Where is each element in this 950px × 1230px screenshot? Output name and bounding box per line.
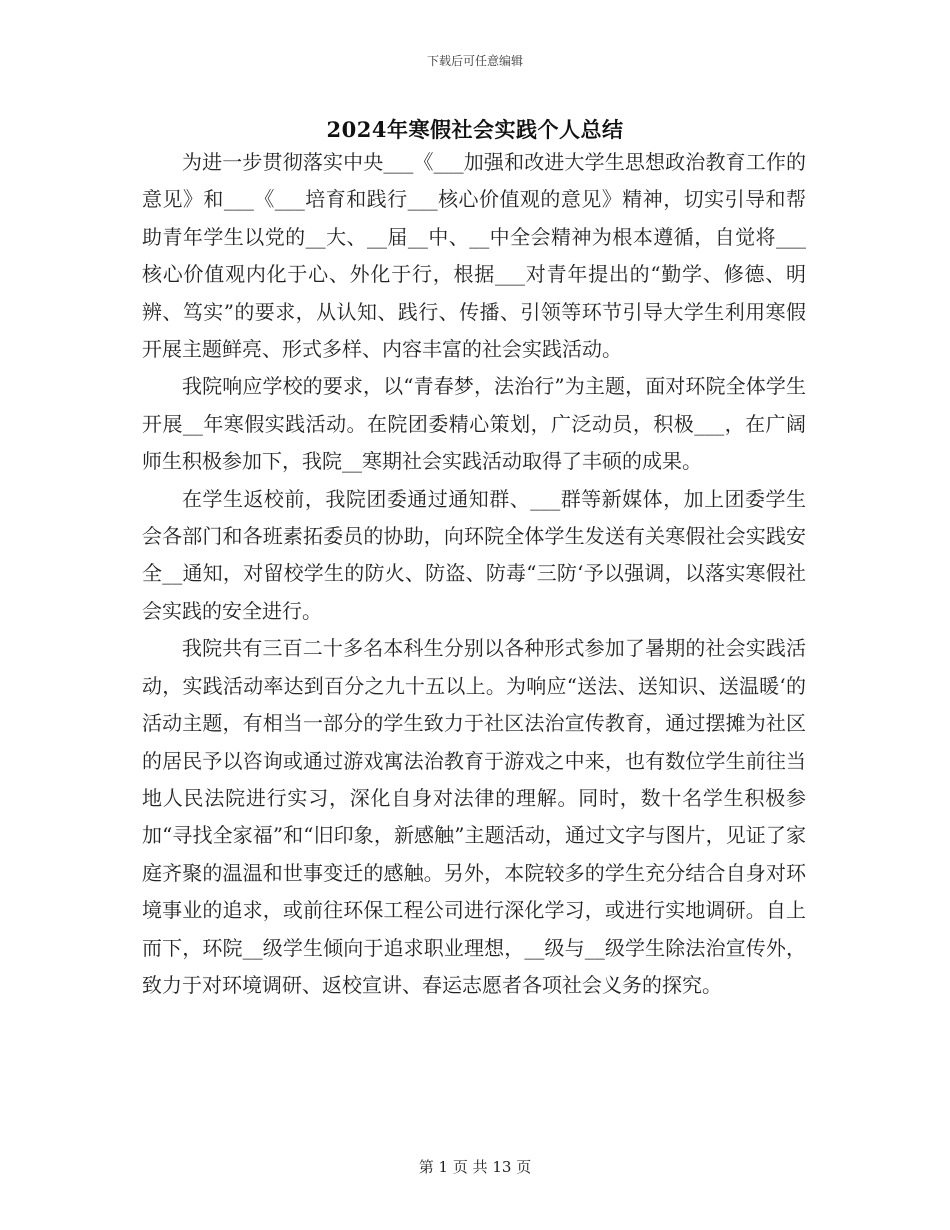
paragraph: 为进一步贯彻落实中央___《___加强和改进大学生思想政治教育工作的意见》和___《___培育和践行___核心价值观的意见》精神，切实引导和帮助青年学生以党的__大、__届__中、__中全会精神为根本遵循，自觉将___核心价值观内化于心、外化于行，根据___对青年提出的“勤学、修德、明辨、笃实”的要求，从认知、践行、传播、引领等环节引导大学生利用寒假开展主题鲜亮、形式多样、内容丰富的社会实践活动。 xyxy=(142,150,806,362)
paragraph: 在学生返校前，我院团委通过通知群、___群等新媒体，加上团委学生会各部门和各班素拓委员的协助，向环院全体学生发送有关寒假社会实践安全__通知，对留校学生的防火、防盗、防毒“三防‘予以强调，以落实寒假社会实践的安全进行。 xyxy=(142,486,806,623)
paragraph: 我院响应学校的要求，以“青春梦，法治行”为主题，面对环院全体学生开展__年寒假实践活动。在院团委精心策划，广泛动员，积极___，在广阔师生积极参加下，我院__寒期社会实践活动取得了丰硕的成果。 xyxy=(142,374,806,474)
paragraph: 我院共有三百二十多名本科生分别以各种形式参加了暑期的社会实践活动，实践活动率达到百分之九十五以上。为响应“送法、送知识、送温暖‘的活动主题，有相当一部分的学生致力于社区法治宣传教育，通过摆摊为社区的居民予以咨询或通过游戏寓法治教育于游戏之中来，也有数位学生前往当地人民法院进行实习，深化自身对法律的理解。同时，数十名学生积极参加“寻找全家福”和“旧印象，新感触”主题活动，通过文字与图片，见证了家庭齐聚的温温和世事变迁的感触。另外，本院较多的学生充分结合自身对环境事业的追求，或前往环保工程公司进行深化学习，或进行实地调研。自上而下，环院__级学生倾向于追求职业理想，__级与__级学生除法治宣传外，致力于对环境调研、返校宣讲、春运志愿者各项社会义务的探究。 xyxy=(142,636,806,997)
document-title: 2024年寒假社会实践个人总结 xyxy=(326,117,624,142)
document-body xyxy=(142,144,806,1004)
page-header: 下载后可任意编辑 xyxy=(426,54,523,68)
page-number: 第 1 页 共 13 页 xyxy=(418,1158,532,1176)
